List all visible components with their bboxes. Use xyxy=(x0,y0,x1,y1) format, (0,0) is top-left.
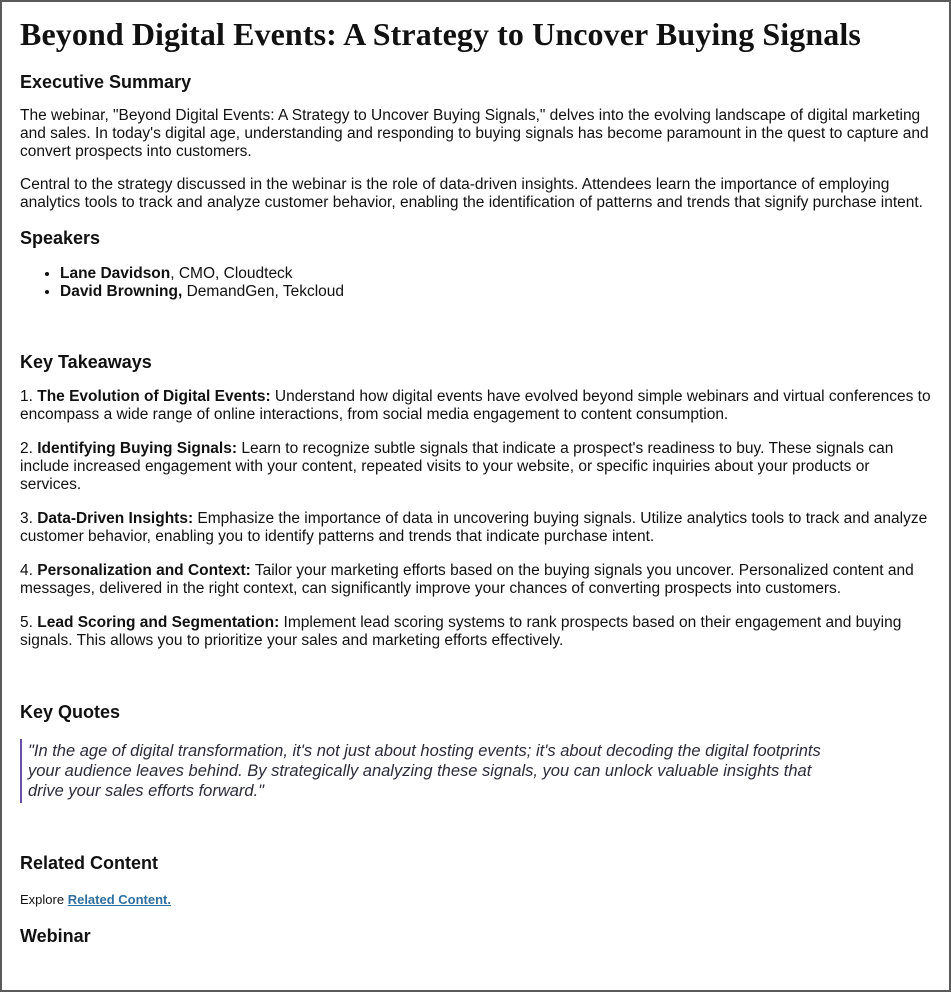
explore-prefix: Explore xyxy=(20,892,68,907)
takeaway-number: 5. xyxy=(20,614,38,631)
takeaway-number: 1. xyxy=(20,388,38,405)
takeaway-title: Personalization and Context: xyxy=(37,562,251,579)
takeaway-item xyxy=(20,614,931,650)
key-takeaways-heading: Key Takeaways xyxy=(20,352,152,372)
speaker-detail: DemandGen, Tekcloud xyxy=(182,283,344,300)
takeaway-number: 2. xyxy=(20,440,38,457)
takeaway-text: Implement lead scoring systems to rank prospects based on their engagement and buying signals. This allows you to prioritize your sales and marketing efforts effectively. xyxy=(20,614,902,649)
key-quote: "In the age of digital transformation, it's not just about hosting events; it's about decoding the digital footprints your audience leaves behind. By strategically analyzing these signals, you can unlock valuable insights that drive your sales efforts forward." xyxy=(20,739,828,803)
speaker-item xyxy=(60,283,931,301)
takeaway-title: Data-Driven Insights: xyxy=(37,510,194,527)
key-quotes-heading: Key Quotes xyxy=(20,702,121,722)
executive-summary-paragraph-2: Central to the strategy discussed in the webinar is the role of data-driven insights. Attendees learn the importance of employing analytics tools to track and analyze customer behavior, enabling the identification of patterns and trends that signify purchase intent. xyxy=(20,176,923,211)
takeaway-item xyxy=(20,510,931,546)
speaker-name: David Browning, xyxy=(60,283,183,300)
takeaway-text: Understand how digital events have evolved beyond simple webinars and virtual conferences to encompass a wide range of online interactions, from social media engagement to content consumption. xyxy=(20,388,931,423)
takeaway-number: 4. xyxy=(20,562,38,579)
page-title: Beyond Digital Events: A Strategy to Uncover Buying Signals xyxy=(20,16,861,52)
takeaway-item xyxy=(20,562,931,598)
speakers-list xyxy=(20,265,931,301)
takeaway-text: Learn to recognize subtle signals that indicate a prospect's readiness to buy. These signals can include increased engagement with your content, repeated visits to your website, or specific inquiries about your products or services. xyxy=(20,440,894,493)
webinar-heading: Webinar xyxy=(20,926,91,946)
takeaway-number: 3. xyxy=(20,510,38,527)
takeaway-text: Emphasize the importance of data in uncovering buying signals. Utilize analytics tools to track and analyze customer behavior, enabling you to identify patterns and trends that indicate purchase intent. xyxy=(20,510,928,545)
speaker-item xyxy=(60,265,931,283)
takeaway-title: Identifying Buying Signals: xyxy=(37,440,238,457)
executive-summary-heading: Executive Summary xyxy=(20,72,192,92)
takeaway-title: The Evolution of Digital Events: xyxy=(37,388,271,405)
takeaway-text: Tailor your marketing efforts based on the buying signals you uncover. Personalized content and messages, delivered in the right context, can significantly improve your chances of converting prospects into customers. xyxy=(20,562,914,597)
takeaway-title: Lead Scoring and Segmentation: xyxy=(37,614,280,631)
takeaway-item xyxy=(20,388,931,424)
related-content-heading: Related Content xyxy=(20,853,159,873)
takeaway-item xyxy=(20,440,931,494)
explore-line xyxy=(20,892,931,908)
speaker-name: Lane Davidson xyxy=(60,265,171,282)
executive-summary-paragraph-1: The webinar, "Beyond Digital Events: A Strategy to Uncover Buying Signals," delves into the evolving landscape of digital marketing and sales. In today's digital age, understanding and responding to buying signals has become paramount in the quest to capture and convert prospects into customers. xyxy=(20,107,929,160)
related-content-link[interactable]: Related Content. xyxy=(67,892,171,907)
speakers-heading: Speakers xyxy=(20,228,101,248)
speaker-detail: , CMO, Cloudteck xyxy=(170,265,293,282)
